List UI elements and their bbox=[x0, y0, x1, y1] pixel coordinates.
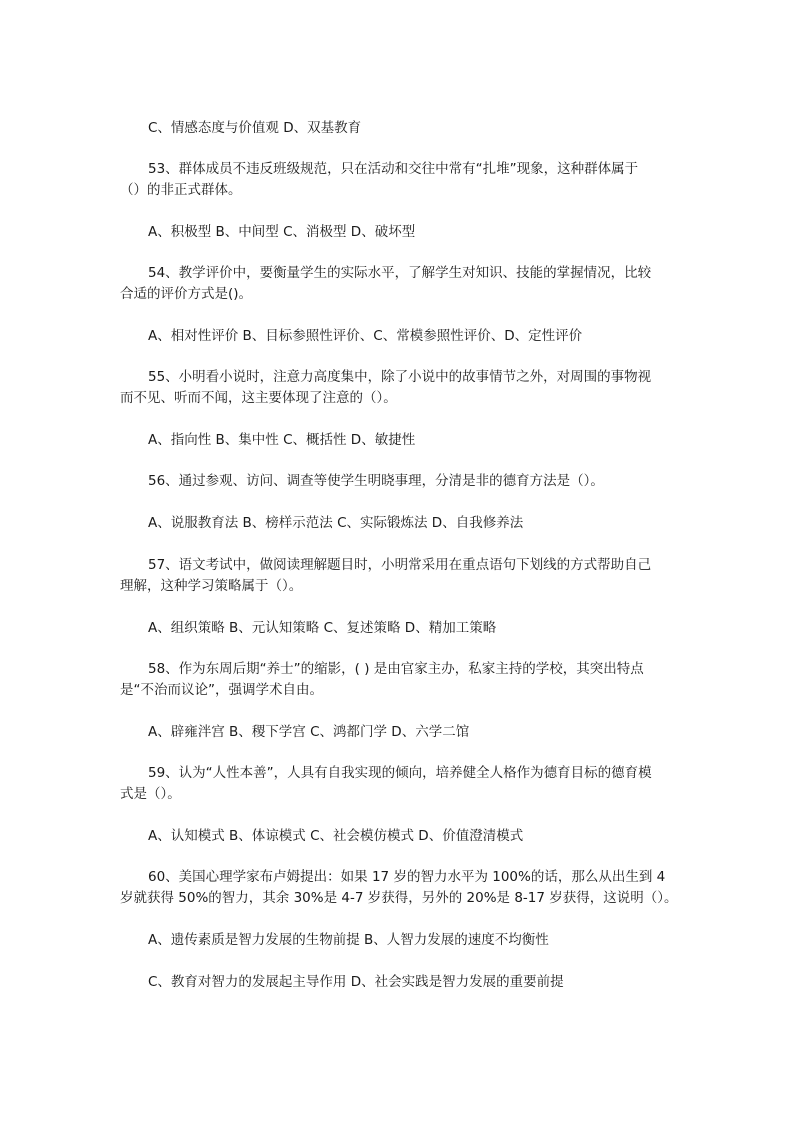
options-60-part-1: A、遗传素质是智力发展的生物前提 B、人智力发展的速度不均衡性 bbox=[148, 932, 549, 948]
question-54-line-2: 合适的评价方式是()。 bbox=[120, 286, 253, 302]
question-56-line-1: 56、通过参观、访问、调查等使学生明晓事理，分清是非的德育方法是（）。 bbox=[148, 473, 604, 489]
question-57-line-1: 57、语文考试中，做阅读理解题目时，小明常采用在重点语句下划线的方式帮助自己 bbox=[148, 557, 652, 573]
question-58-line-2: 是“不治而议论”，强调学术自由。 bbox=[120, 682, 323, 698]
question-59-line-1: 59、认为“人性本善”，人具有自我实现的倾向，培养健全人格作为德育目标的德育模 bbox=[148, 765, 652, 781]
question-54-line-1: 54、教学评价中，要衡量学生的实际水平，了解学生对知识、技能的掌握情况，比较 bbox=[148, 265, 652, 281]
options-58: A、辟雍泮宫 B、稷下学宫 C、鸿都门学 D、六学二馆 bbox=[148, 724, 470, 740]
question-60-line-1: 60、美国心理学家布卢姆提出：如果 17 岁的智力水平为 100%的话，那么从出生到 4 bbox=[148, 869, 666, 885]
options-60-part-2: C、教育对智力的发展起主导作用 D、社会实践是智力发展的重要前提 bbox=[148, 974, 564, 990]
question-60-line-2: 岁就获得 50%的智力，其余 30%是 4-7 岁获得，另外的 20%是 8-17 岁获得，这说明（）。 bbox=[120, 890, 678, 906]
question-57-line-2: 理解，这种学习策略属于（）。 bbox=[120, 578, 303, 594]
options-55: A、指向性 B、集中性 C、概括性 D、敏捷性 bbox=[148, 432, 416, 448]
options-57: A、组织策略 B、元认知策略 C、复述策略 D、精加工策略 bbox=[148, 620, 497, 636]
paragraph-line: C、情感态度与价值观 D、双基教育 bbox=[148, 120, 362, 136]
question-55-line-2: 而不见、听而不闻，这主要体现了注意的（）。 bbox=[120, 390, 397, 406]
options-54: A、相对性评价 B、目标参照性评价、C、常模参照性评价、D、定性评价 bbox=[148, 328, 583, 344]
question-58-line-1: 58、作为东周后期“养士”的缩影，( ) 是由官家主办，私家主持的学校，其突出特点 bbox=[148, 661, 644, 677]
options-53: A、积极型 B、中间型 C、消极型 D、破坏型 bbox=[148, 224, 416, 240]
options-59: A、认知模式 B、体谅模式 C、社会模仿模式 D、价值澄清模式 bbox=[148, 828, 524, 844]
question-55-line-1: 55、小明看小说时，注意力高度集中，除了小说中的故事情节之外，对周围的事物视 bbox=[148, 369, 652, 385]
options-56: A、说服教育法 B、榜样示范法 C、实际锻炼法 D、自我修养法 bbox=[148, 515, 524, 531]
question-59-line-2: 式是（）。 bbox=[120, 786, 181, 802]
question-53-line-2: （）的非正式群体。 bbox=[120, 182, 242, 198]
question-53-line-1: 53、群体成员不违反班级规范，只在活动和交往中常有“扎堆”现象，这种群体属于 bbox=[148, 161, 639, 177]
